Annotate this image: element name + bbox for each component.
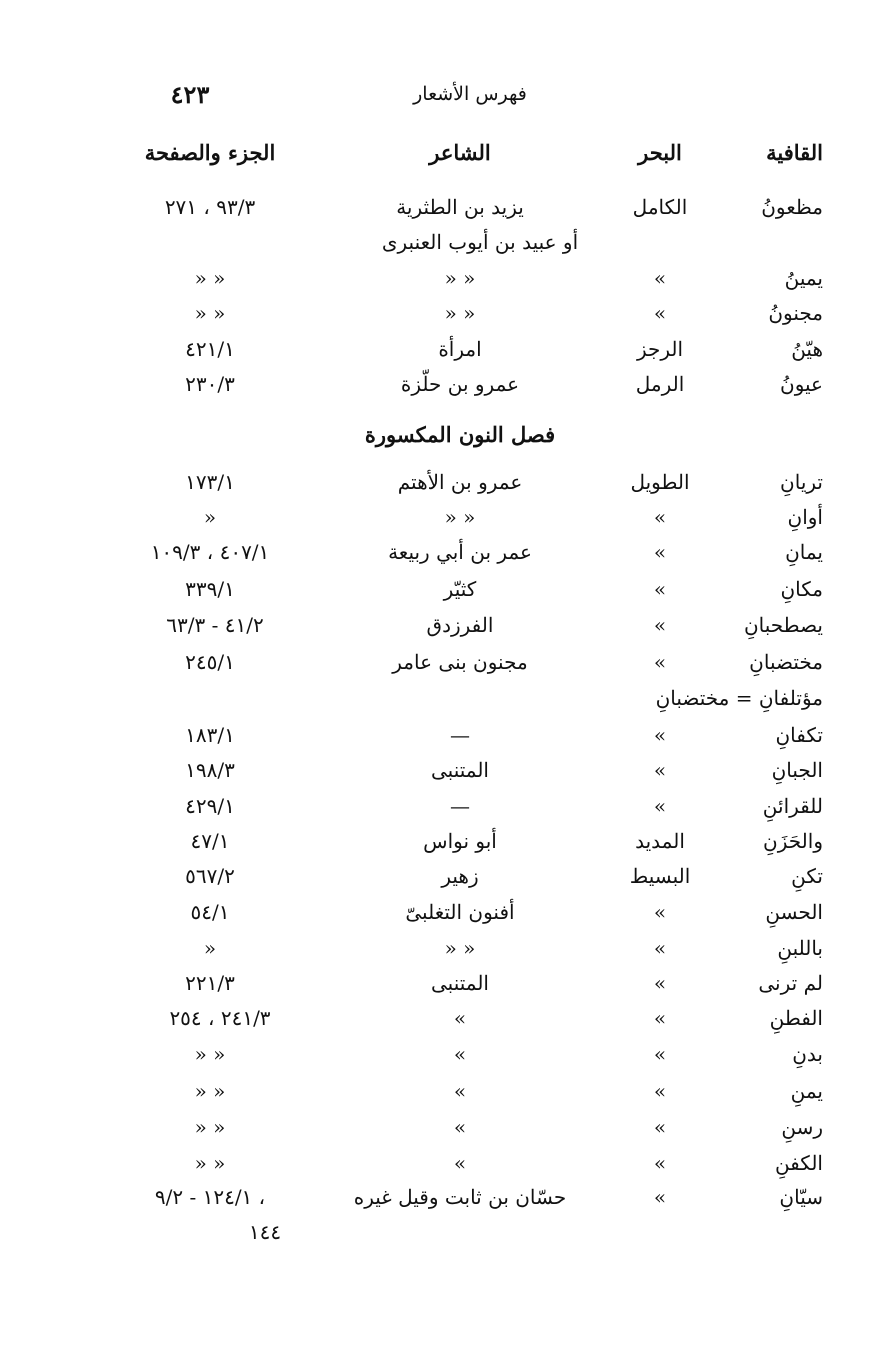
rhyme-cell: تكفانِ (775, 723, 823, 747)
reference-cell: » (203, 505, 217, 529)
reference-cell: » (203, 936, 217, 960)
table-row (0, 470, 885, 506)
reference-cell: ٩٣/٣ ، ٢٧١ (164, 195, 256, 219)
poet-cell: المتنبى (431, 758, 489, 782)
reference-cell: » » (194, 1151, 226, 1175)
table-row (0, 505, 885, 541)
table-row (0, 337, 885, 373)
column-header-bahr: البحر (638, 140, 682, 165)
poet-cell: عمرو بن حلّزة (400, 372, 520, 396)
section-heading: فصل النون المكسورة (364, 422, 556, 447)
meter-cell: الطويل (630, 470, 690, 494)
rhyme-cell: باللبنِ (777, 936, 823, 960)
reference-cell: » » (194, 1042, 226, 1066)
table-row (0, 864, 885, 900)
rhyme-cell: عيونُ (780, 372, 823, 396)
running-title: فهرس الأشعار (413, 83, 527, 105)
table-row (0, 195, 885, 231)
poet-cell: — (450, 723, 470, 747)
rhyme-cell: رسنِ (781, 1115, 823, 1139)
column-header-row (0, 140, 885, 176)
meter-cell: » (653, 1115, 667, 1139)
reference-cell: ١٩٨/٣ (185, 758, 235, 782)
running-head (0, 80, 885, 110)
cross-reference: مؤتلفانِ = مختضبانِ (655, 686, 823, 710)
poet-cell: » » (444, 936, 476, 960)
table-row (0, 230, 885, 266)
rhyme-cell: للقرائنِ (762, 794, 823, 818)
poet-cell: — (450, 794, 470, 818)
reference-cell: » » (194, 1079, 226, 1103)
rhyme-cell: بدنِ (792, 1042, 823, 1066)
reference-cell: ١٢٤/١ - ٩/٢ ، (154, 1185, 266, 1209)
rhyme-cell: الجبانِ (771, 758, 823, 782)
rhyme-cell: يمانِ (785, 540, 823, 564)
meter-cell: » (653, 613, 667, 637)
table-row (0, 1151, 885, 1187)
poet-cell: أو عبيد بن أيوب العنبرى (381, 230, 579, 254)
meter-cell: » (653, 971, 667, 995)
poet-cell: المتنبى (431, 971, 489, 995)
table-row (0, 1042, 885, 1078)
rhyme-cell: والحَزَنِ (763, 829, 823, 853)
column-header-reference: الجزء والصفحة (144, 140, 276, 165)
poet-cell: » (453, 1151, 467, 1175)
rhyme-cell: مظعونُ (761, 195, 823, 219)
reference-cell: ٥٤/١ (190, 900, 230, 924)
rhyme-cell: مكانِ (780, 577, 823, 601)
meter-cell: » (653, 900, 667, 924)
table-row (0, 794, 885, 830)
rhyme-cell: لم ترنى (758, 971, 823, 995)
meter-cell: الرجز (636, 337, 684, 361)
meter-cell: المديد (635, 829, 685, 853)
table-row (0, 1006, 885, 1042)
reference-cell: » » (194, 301, 226, 325)
meter-cell: » (653, 936, 667, 960)
reference-cell: ٥٦٧/٢ (185, 864, 235, 888)
poet-cell: » » (444, 266, 476, 290)
rhyme-cell: الحسنِ (765, 900, 823, 924)
reference-cell: ٢٤١/٣ ، ٢٥٤ (169, 1006, 271, 1030)
reference-cell: ٢٢١/٣ (185, 971, 235, 995)
column-header-poet: الشاعر (429, 140, 491, 165)
rhyme-cell: هيّنُ (791, 337, 823, 361)
reference-cell: ٤٢٩/١ (185, 794, 235, 818)
reference-cell: ٤٠٧/١ ، ١٠٩/٣ (150, 540, 270, 564)
rhyme-cell: يمنِ (790, 1079, 823, 1103)
poet-cell: مجنون بنى عامر (392, 650, 528, 674)
poet-cell: » » (444, 301, 476, 325)
reference-cell: ٤٢١/١ (185, 337, 235, 361)
rhyme-cell: سيّانِ (779, 1185, 823, 1209)
table-row (0, 613, 885, 649)
meter-cell: » (653, 540, 667, 564)
rhyme-cell: مجنونُ (768, 301, 823, 325)
poet-cell: » (453, 1006, 467, 1030)
table-row (0, 971, 885, 1007)
meter-cell: الكامل (632, 195, 688, 219)
poet-cell: » (453, 1079, 467, 1103)
table-row (0, 1079, 885, 1115)
poet-cell: زهير (441, 864, 479, 888)
rhyme-cell: يمينُ (784, 266, 823, 290)
reference-cell: ٤١/٢ - ٦٣/٣ (166, 613, 264, 637)
poet-cell: امرأة (438, 337, 482, 361)
poet-cell: حسّان بن ثابت وقيل غيره (353, 1185, 567, 1209)
rhyme-cell: تكنِ (791, 864, 823, 888)
meter-cell: » (653, 1151, 667, 1175)
meter-cell: » (653, 577, 667, 601)
poet-cell: الفرزدق (426, 613, 494, 637)
reference-cell: » » (194, 1115, 226, 1139)
meter-cell: » (653, 650, 667, 674)
meter-cell: الرمل (635, 372, 685, 396)
table-row (0, 577, 885, 613)
poet-cell: يزيد بن الطثرية (396, 195, 524, 219)
column-header-qafiya: القافية (766, 140, 823, 165)
poet-cell: » (453, 1042, 467, 1066)
table-row (0, 650, 885, 686)
rhyme-cell: مختضبانِ (749, 650, 823, 674)
rhyme-cell: يصطحبانِ (743, 613, 823, 637)
reference-continuation: ١٤٤ (248, 1220, 282, 1244)
table-row (0, 723, 885, 759)
poet-cell: أبو نواس (423, 829, 497, 853)
poet-cell: » (453, 1115, 467, 1139)
poet-cell: » » (444, 505, 476, 529)
table-row (0, 829, 885, 865)
poet-cell: عمرو بن الأهتم (397, 470, 523, 494)
reference-cell: » » (194, 266, 226, 290)
table-row (0, 301, 885, 337)
reference-cell: ٣٣٩/١ (185, 577, 235, 601)
meter-cell: » (653, 1185, 667, 1209)
meter-cell: » (653, 266, 667, 290)
table-row (0, 936, 885, 972)
meter-cell: » (653, 301, 667, 325)
page-number: ٤٢٣ (170, 80, 210, 109)
rhyme-cell: أوانِ (787, 505, 823, 529)
reference-cell: ٤٧/١ (190, 829, 230, 853)
meter-cell: » (653, 794, 667, 818)
table-row (0, 758, 885, 794)
meter-cell: » (653, 1006, 667, 1030)
rhyme-cell: الكفنِ (774, 1151, 823, 1175)
poet-cell: أفنون التغلبىّ (405, 900, 515, 924)
reference-cell: ٢٤٥/١ (185, 650, 235, 674)
table-row (0, 1185, 885, 1221)
meter-cell: » (653, 1042, 667, 1066)
table-row (0, 900, 885, 936)
poet-cell: كثيّر (443, 577, 477, 601)
meter-cell: » (653, 1079, 667, 1103)
reference-cell: ١٨٣/١ (185, 723, 235, 747)
rhyme-cell: تريانِ (780, 470, 823, 494)
meter-cell: » (653, 505, 667, 529)
meter-cell: » (653, 758, 667, 782)
meter-cell: البسيط (629, 864, 691, 888)
poet-cell: عمر بن أبي ربيعة (388, 540, 532, 564)
table-row (0, 372, 885, 408)
reference-cell: ١٧٣/١ (185, 470, 235, 494)
meter-cell: » (653, 723, 667, 747)
table-row (0, 1115, 885, 1151)
rhyme-cell: الفطنِ (769, 1006, 823, 1030)
table-row (0, 266, 885, 302)
reference-cell: ٢٣٠/٣ (185, 372, 235, 396)
table-row (0, 540, 885, 576)
